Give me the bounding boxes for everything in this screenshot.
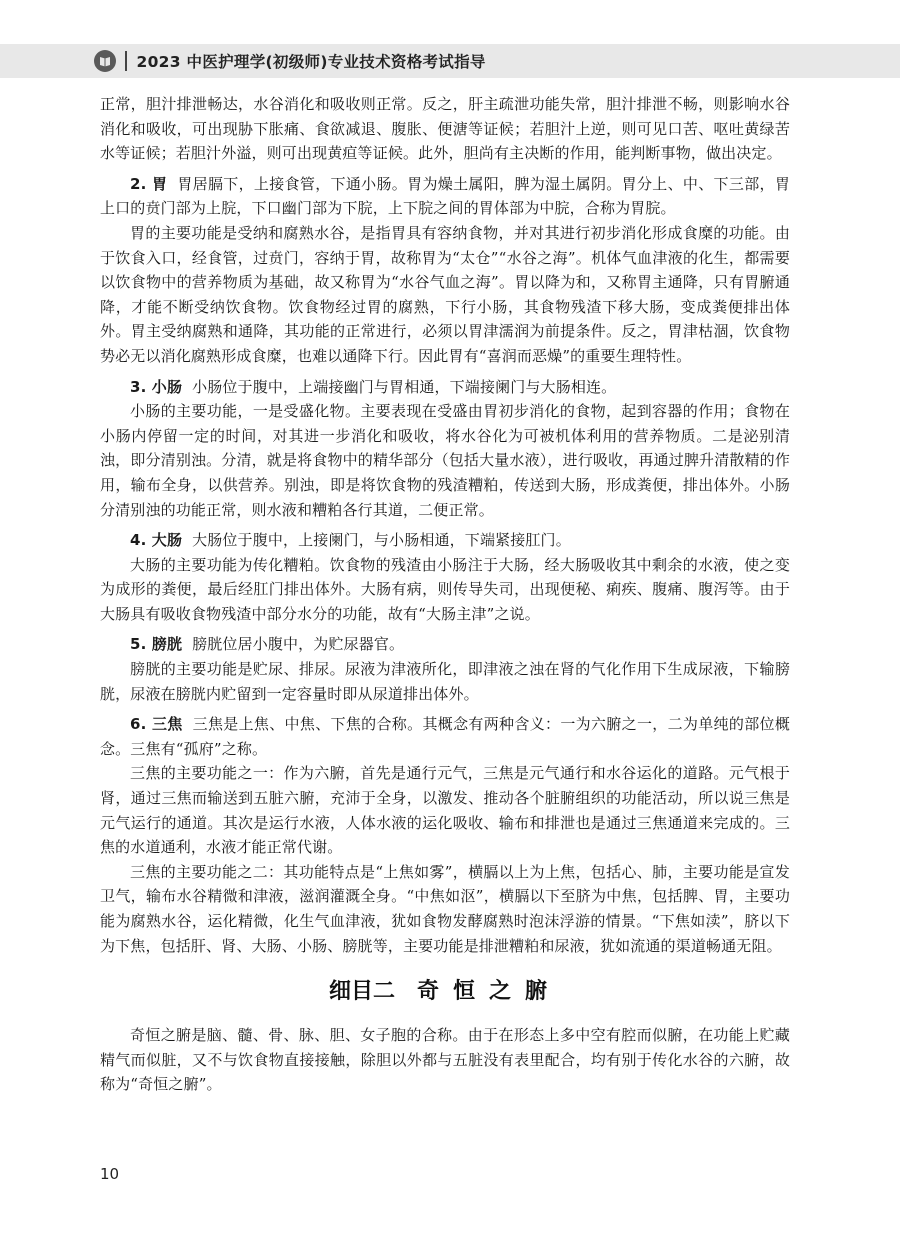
page-body xyxy=(100,92,790,1097)
subheading-small-intestine xyxy=(100,375,790,400)
book-title: 2023 中医护理学(初级师)专业技术资格考试指导 xyxy=(136,53,486,71)
paragraph-sanjiao-function-2: 三焦的主要功能之二：其功能特点是“上焦如雾”，横膈以上为上焦，包括心、肺，主要功能是宣发卫气，输布水谷精微和津液，滋润灌溉全身。“中焦如沤”，横膈以下至脐为中焦，包括脾、胃，主要功能为腐熟水谷，运化精微，化生气血津液，犹如食物发酵腐熟时泡沫浮游的情景。“下焦如渎”，脐以下为下焦，包括肝、肾、大肠、小肠、膀胱等，主要功能是排泄糟粕和尿液，犹如流通的渠道畅通无阻。 xyxy=(100,862,790,955)
subheading-bladder xyxy=(100,632,790,657)
section-heading xyxy=(100,974,790,1005)
section-number: 细目二 xyxy=(328,979,395,1005)
subheading-text: 大肠位于腹中，上接阑门，与小肠相通，下端紧接肛门。 xyxy=(192,531,571,550)
subheading-label: 4. 大肠 xyxy=(130,531,183,550)
paragraph-small-intestine: 小肠的主要功能，一是受盛化物。主要表现在受盛由胃初步消化的食物，起到容器的作用；食物在小肠内停留一定的时间，对其进一步消化和吸收，将水谷化为可被机体利用的营养物质。二是泌别清浊，即分清别浊。分清，就是将食物中的精华部分（包括大量水液），进行吸收，再通过脾升清散精的作用，输布全身，以供营养。别浊，即是将饮食物的残渣糟粕，传送到大肠，形成粪便，排出体外。小肠分清别浊的功能正常，则水液和糟粕各行其道，二便正常。 xyxy=(100,402,790,519)
subheading-label: 3. 小肠 xyxy=(130,377,183,396)
page-number: 10 xyxy=(100,1165,120,1183)
subheading-text: 三焦是上焦、中焦、下焦的合称。其概念有两种含义：一为六腑之一，二为单纯的部位概念。三焦有“孤府”之称。 xyxy=(100,715,790,758)
subheading-text: 胃居膈下，上接食管，下通小肠。胃为燥土属阳，脾为湿土属阴。胃分上、中、下三部，胃上口的贲门部为上脘，下口幽门部为下脘，上下脘之间的胃体部为中脘，合称为胃脘。 xyxy=(100,174,790,218)
paragraph-stomach: 胃的主要功能是受纳和腐熟水谷，是指胃具有容纳食物，并对其进行初步消化形成食糜的功能。由于饮食入口，经食管，过贲门，容纳于胃，故称胃为“太仓”“水谷之海”。机体气血津液的化生，都需要以饮食物中的营养物质为基础，故又称胃为“水谷气血之海”。胃以降为和，又称胃主通降，只有胃腑通降，才能不断受纳饮食物。饮食物经过胃的腐熟，下行小肠，其食物残渣下移大肠，变成粪便排出体外。胃主受纳腐熟和通降，其功能的正常进行，必须以胃津濡润为前提条件。反之，胃津枯涸，饮食物势必无以消化腐熟形成食糜，也难以通降下行。因此胃有“喜润而恶燥”的重要生理特性。 xyxy=(100,223,790,365)
subheading-sanjiao xyxy=(100,712,790,761)
subheading-large-intestine xyxy=(100,528,790,553)
subheading-stomach xyxy=(100,172,790,221)
paragraph-extraordinary-fu: 奇恒之腑是脑、髓、骨、脉、胆、女子胞的合称。由于在形态上多中空有腔而似腑，在功能上贮藏精气而似脏，又不与饮食物直接接触，除胆以外都与五脏没有表里配合，均有别于传化水谷的六腑，故称为“奇恒之腑”。 xyxy=(100,1026,790,1094)
subheading-text: 膀胱位居小腹中，为贮尿器官。 xyxy=(192,635,405,654)
paragraph-large-intestine: 大肠的主要功能为传化糟粕。饮食物的残渣由小肠注于大肠，经大肠吸收其中剩余的水液，使之变为成形的粪便，最后经肛门排出体外。大肠有病，则传导失司，出现便秘、痢疾、腹痛、腹泻等。由于大肠具有吸收食物残渣中部分水分的功能，故有“大肠主津”之说。 xyxy=(100,555,790,623)
subheading-label: 2. 胃 xyxy=(130,174,168,193)
running-header xyxy=(0,44,900,78)
paragraph-sanjiao-function-1: 三焦的主要功能之一：作为六腑，首先是通行元气，三焦是元气通行和水谷运化的道路。元气根于肾，通过三焦而输送到五脏六腑，充沛于全身，以激发、推动各个脏腑组织的功能活动，所以说三焦是元气运行的通道。其次是运行水液，人体水液的运化吸收、输布和排泄也是通过三焦通道来完成的。三焦的水道通利，水液才能正常代谢。 xyxy=(100,764,790,857)
paragraph-bladder: 膀胱的主要功能是贮尿、排尿。尿液为津液所化，即津液之浊在肾的气化作用下生成尿液，下输膀胱，尿液在膀胱内贮留到一定容量时即从尿道排出体外。 xyxy=(100,660,790,703)
subheading-label: 6. 三焦 xyxy=(130,715,183,734)
paragraph-gallbladder-end: 正常，胆汁排泄畅达，水谷消化和吸收则正常。反之，肝主疏泄功能失常，胆汁排泄不畅，则影响水谷消化和吸收，可出现胁下胀痛、食欲减退、腹胀、便溏等证候；若胆汁上逆，则可见口苦、呕吐黄绿苦水等证候；若胆汁外溢，则可出现黄疸等证候。此外，胆尚有主决断的作用，能判断事物，做出决定。 xyxy=(100,95,790,163)
subheading-label: 5. 膀胱 xyxy=(130,635,183,654)
section-name: 奇恒之腑 xyxy=(417,979,562,1005)
book-icon xyxy=(94,50,116,72)
subheading-text: 小肠位于腹中，上端接幽门与胃相通，下端接阑门与大肠相连。 xyxy=(192,377,617,396)
header-divider xyxy=(125,51,127,71)
